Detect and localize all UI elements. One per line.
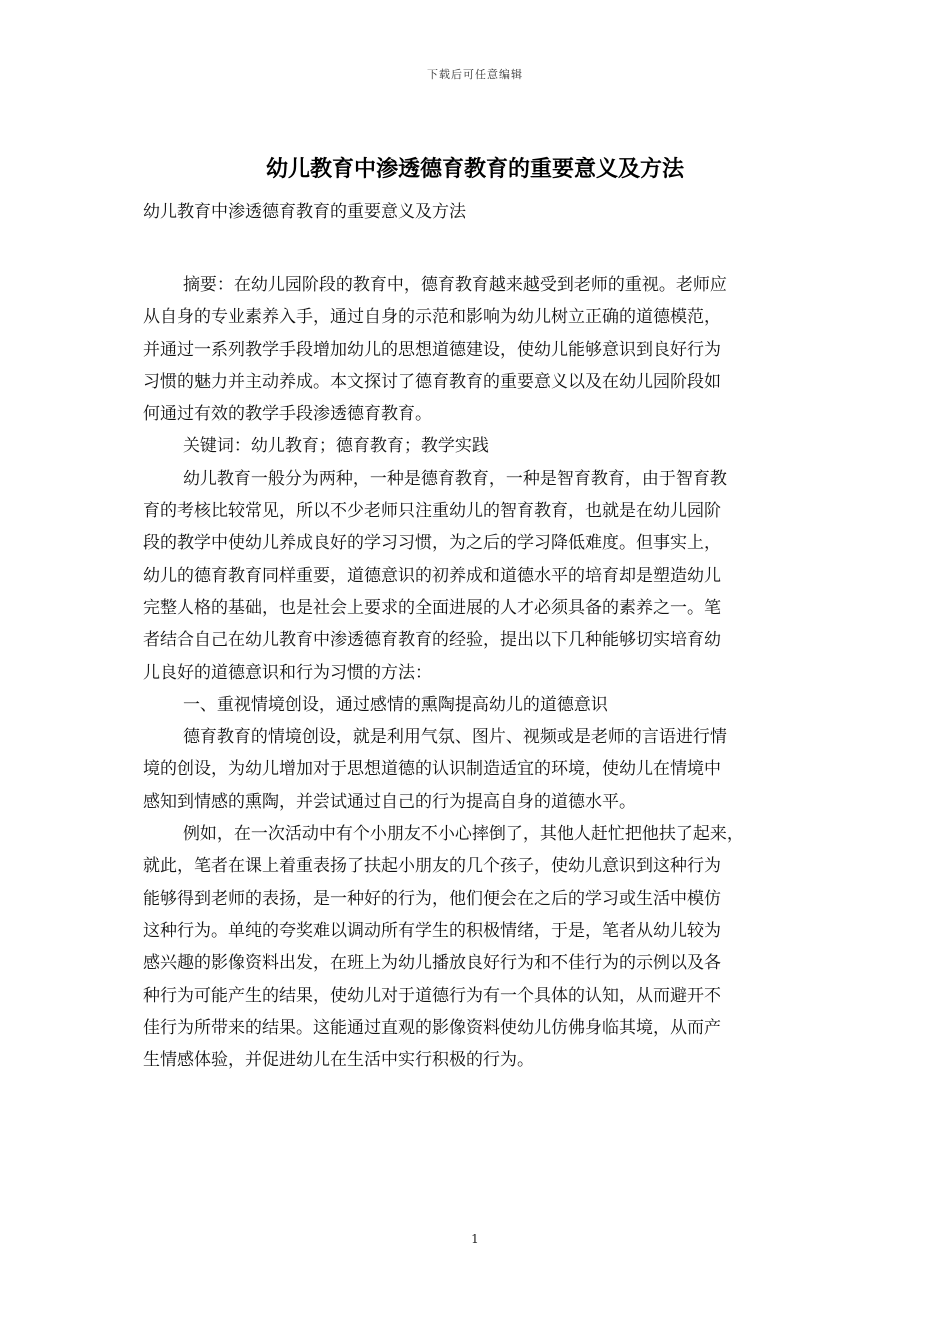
keywords-paragraph: 关键词：幼儿教育；德育教育；教学实践: [182, 436, 489, 457]
section-heading-1: 一、重视情境创设，通过感情的熏陶提高幼儿的道德意识: [182, 694, 608, 715]
body-text: [143, 269, 807, 1076]
section-1-paragraph-1: 德育教育的情境创设，就是利用气氛、图片、视频或是老师的言语进行情 境的创设，为幼儿增加对于思想道德的认识制造适宜的环境，使幼儿在情境中 感知到情感的熏陶，并尝试通过自己的行为提高自身的道德水平。: [143, 727, 727, 812]
intro-paragraph: 幼儿教育一般分为两种，一种是德育教育，一种是智育教育，由于智育教 育的考核比较常见，所以不少老师只注重幼儿的智育教育，也就是在幼儿园阶 段的教学中使幼儿养成良好的学习习惯，为之后的学习降低难度。但事实上， 幼儿的德育教育同样重要，道德意识的初养成和道德水平的培育却是塑造幼儿 完整人格的基础，也是社会上要求的全面进展的人才必须具备的素养之一。笔 者结合自己在幼儿教育中渗透德育教育的经验，提出以下几种能够切实培育幼 儿良好的道德意识和行为习惯的方法：: [143, 468, 727, 683]
abstract-paragraph: 摘要：在幼儿园阶段的教育中，德育教育越来越受到老师的重视。老师应 从自身的专业素养入手，通过自身的示范和影响为幼儿树立正确的道德模范， 并通过一系列教学手段增加幼儿的思想道德建设，使幼儿能够意识到良好行为 习惯的魅力并主动养成。本文探讨了德育教育的重要意义以及在幼儿园阶段如 何通过有效的教学手段渗透德育教育。: [143, 275, 727, 425]
page-number: 1: [471, 1232, 479, 1246]
header-note: 下载后可任意编辑: [427, 68, 523, 81]
document-title: 幼儿教育中渗透德育教育的重要意义及方法: [265, 157, 684, 182]
section-1-paragraph-2: 例如，在一次活动中有个小朋友不小心摔倒了，其他人赶忙把他扶了起来， 就此，笔者在课上着重表扬了扶起小朋友的几个孩子，使幼儿意识到这种行为 能够得到老师的表扬，是一种好的行为，他们便会在之后的学习或生活中模仿 这种行为。单纯的夸奖难以调动所有学生的积极情绪，于是，笔者从幼儿较为 感兴趣的影像资料出发，在班上为幼儿播放良好行为和不佳行为的示例以及各 种行为可能产生的结果，使幼儿对于道德行为有一个具体的认知，从而避开不 佳行为所带来的结果。这能通过直观的影像资料使幼儿仿佛身临其境，从而产 生情感体验，并促进幼儿在生活中实行积极的行为。: [143, 824, 744, 1071]
document-subtitle: 幼儿教育中渗透德育教育的重要意义及方法: [143, 202, 466, 222]
